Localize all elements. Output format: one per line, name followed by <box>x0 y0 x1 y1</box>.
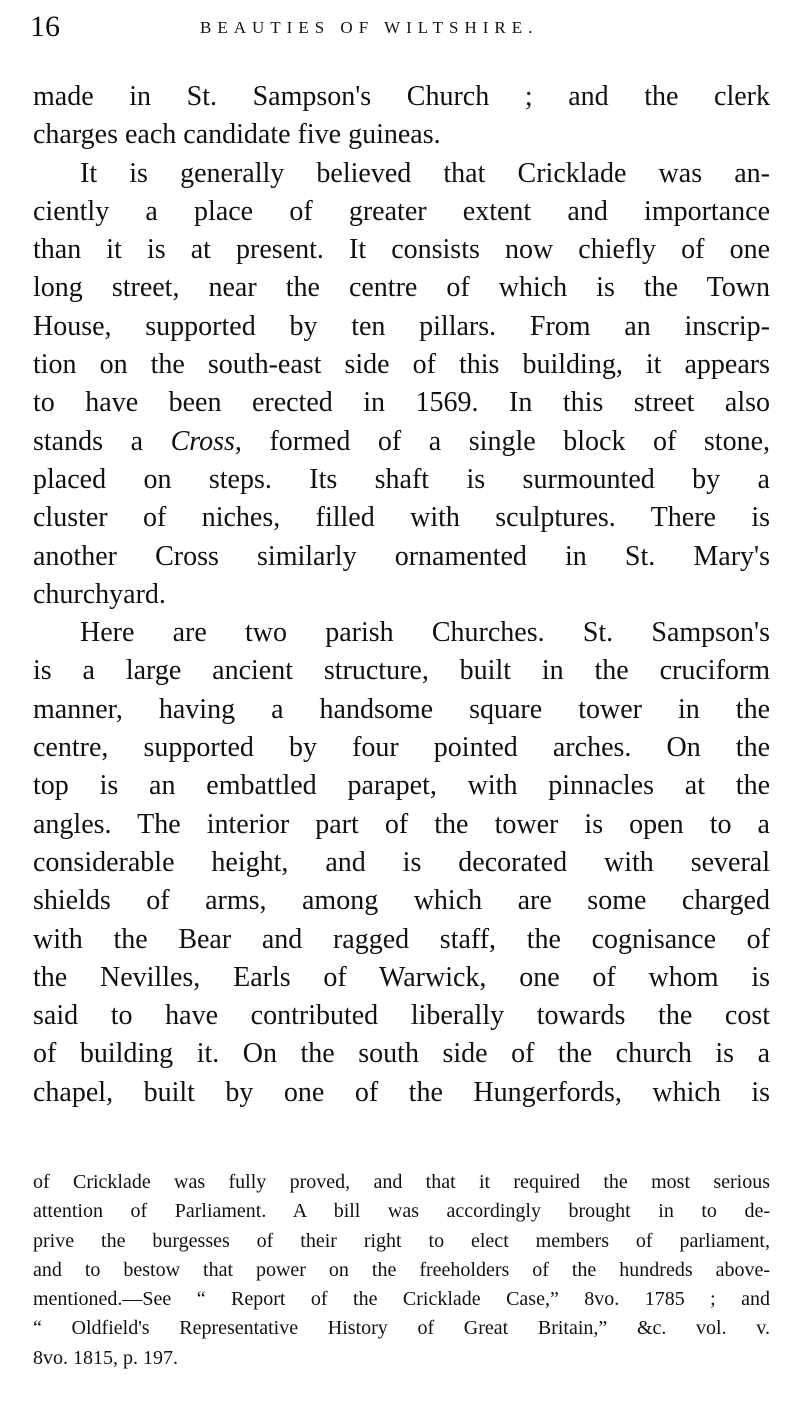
text-line: cluster of niches, filled with sculptures. There is <box>33 502 770 534</box>
footnote-line: mentioned.—See “ Report of the Cricklade Case,” 8vo. 1785 ; and <box>33 1288 770 1311</box>
footnote <box>33 1168 770 1373</box>
text-line: of building it. On the south side of the church is a <box>33 1038 770 1070</box>
text-line: charges each candidate five guineas. <box>33 119 441 151</box>
text-line: another Cross similarly ornamented in St. Mary's <box>33 540 770 572</box>
text-line: Here are two parish Churches. St. Sampson's <box>80 617 770 649</box>
footnote-line: prive the burgesses of their right to elect members of parliament, <box>33 1229 770 1252</box>
text-line: ciently a place of greater extent and importance <box>33 195 770 227</box>
text-line: said to have contributed liberally towards the cost <box>33 1000 770 1032</box>
italic-word: Cross, <box>170 425 242 457</box>
text-line: manner, having a handsome square tower in the <box>33 693 770 725</box>
text-line: long street, near the centre of which is the Town <box>33 272 770 304</box>
text-line: considerable height, and is decorated with several <box>33 846 770 878</box>
footnote-line: of Cricklade was fully proved, and that it required the most serious <box>33 1171 770 1193</box>
text-line: placed on steps. Its shaft is surmounted by a <box>33 463 770 495</box>
text-line: churchyard. <box>33 578 166 610</box>
footnote-line: 8vo. 1815, p. 197. <box>33 1346 178 1369</box>
footnote-line: and to bestow that power on the freeholders of the hundreds above- <box>33 1258 770 1281</box>
text-line: the Nevilles, Earls of Warwick, one of whom is <box>33 961 770 993</box>
text-line: made in St. Sampson's Church ; and the clerk <box>33 81 770 112</box>
text-line: angles. The interior part of the tower is open to a <box>33 808 770 840</box>
page-number: 16 <box>30 10 60 43</box>
text-line: to have been erected in 1569. In this street also <box>33 387 770 419</box>
text-line: is a large ancient structure, built in the cruciform <box>33 655 770 687</box>
text-span: formed of a single block of stone, <box>241 425 771 457</box>
text-line: centre, supported by four pointed arches. On the <box>33 732 770 764</box>
footnote-line: “ Oldfield's Representative History of Great Britain,” &c. vol. v. <box>33 1317 770 1340</box>
running-title: BEAUTIES OF WILTSHIRE. <box>200 18 539 37</box>
main-text <box>33 78 770 1112</box>
text-line: shields of arms, among which are some charged <box>33 885 770 917</box>
text-span: stands a <box>33 425 171 457</box>
text-line: It is generally believed that Cricklade was an- <box>80 157 770 189</box>
text-line: with the Bear and ragged staff, the cognisance of <box>33 923 770 955</box>
text-line: than it is at present. It consists now chiefly of one <box>33 234 770 266</box>
text-line: top is an embattled parapet, with pinnacles at the <box>33 770 770 802</box>
footnote-line: attention of Parliament. A bill was accordingly brought in to de- <box>33 1200 770 1223</box>
text-line: chapel, built by one of the Hungerfords, which is <box>33 1076 770 1108</box>
text-line <box>33 423 770 461</box>
text-line: tion on the south-east side of this building, it appears <box>33 349 770 381</box>
text-line: House, supported by ten pillars. From an inscrip- <box>33 310 770 342</box>
